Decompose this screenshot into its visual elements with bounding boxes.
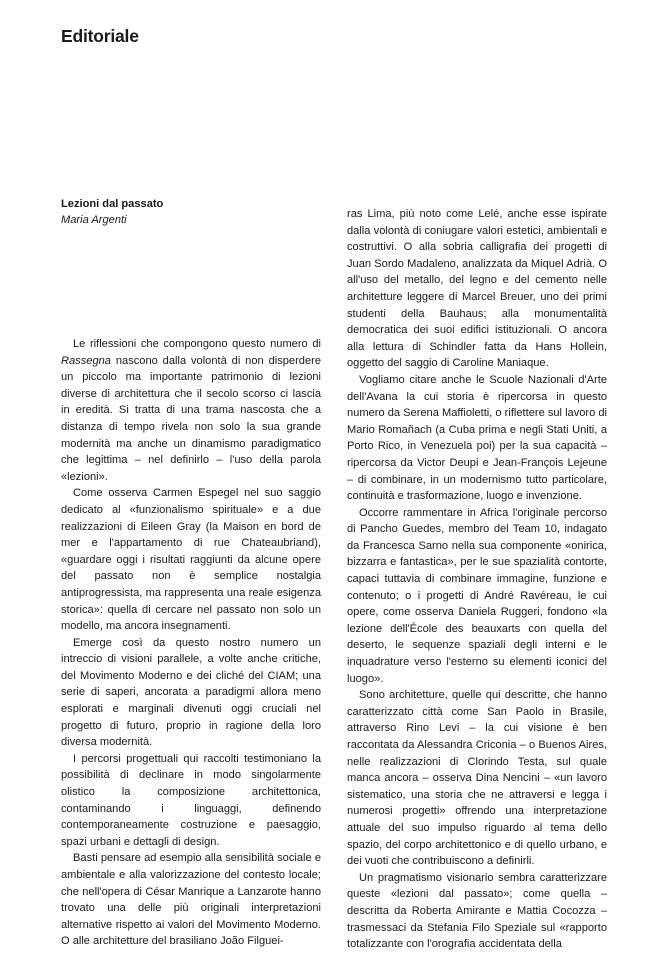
paragraph: Le riflessioni che compongono questo numero di Rassegna nascono dalla volontà di non disperdere un piccolo ma importante patrimonio di lezioni diverse di architettura che il secolo scorso ci lascia in eredità. Si tratta di una trama nascosta che a distanza di tempo rivela non solo la sua grande modernità ma anche un dinamismo paradigmatico che legittima – nel definirlo – l'uso della parola «lezioni». [61, 338, 321, 483]
paragraph: Vogliamo citare anche le Scuole Nazionali d'Arte dell'Avana la cui storia è ripercorsa in questo numero da Serena Maffioletti, o riflettere sul lavoro di Mario Romañach (a Cuba prima e negli Stati Uniti, a Porto Rico, in Venezuela poi) per la sua capacità – ripercorsa da Victor Deupi e Jean-François Lejeune – di combinare, in un modernismo tutto particolare, continuità e trasformazione, luogo e invenzione. [347, 373, 608, 503]
paragraph: Come osserva Carmen Espegel nel suo saggio dedicato al «funzionalismo spirituale» e a due realizzazioni di Eileen Gray (la Maison en bord de mer e l'appartamento di rue Chateaubriand), «guardare oggi i risultati raggiunti da alcune opere del passato non è semplice nostalgia antiprogressista, ma rappresenta una reale esigenza storica»: quella di cercare nel passato non solo un modello, ma ancora insegnamenti. [61, 487, 321, 633]
paragraph: Sono architetture, quelle qui descritte, che hanno caratterizzato città come San Paolo in Brasile, attraverso Rino Levi – la cui visione è ben raccontata da Alessandra Criconia – o Buenos Aires, nelle realizzazioni di Clorindo Testa, sul quale manca ancora – osserva Dina Nencini – «un lavoro sistematico, una storia che ne attraversi e legga i numerosi progetti» offrendo una interpretazione attuale del suo impulso riguardo al tema dello spazio, del corpo architettonico e di quello urbano, e dei vuoti che contribuiscono a definirli. [347, 689, 607, 868]
paragraph: Basti pensare ad esempio alla sensibilità sociale e ambientale e alla valorizzazione del contesto locale; che nell'opera di César Manrique a Lanzarote hanno trovato una delle più originali interpretazioni alternative rispetto ai valori del Movimento Moderno. O alle architetture del brasiliano João Filguei- [61, 852, 321, 948]
journal-name: Rassegna [61, 354, 111, 367]
paragraph: Un pragmatismo visionario sembra caratterizzare queste «lezioni dal passato»; come quella – descritta da Roberta Amirante e Mattia Cocozza – trasmessaci da Stefania Filo Speziale sul «rapporto totalizzante con l'orografia accidentata della [347, 871, 607, 951]
paragraph: I percorsi progettuali qui raccolti testimoniano la possibilità di declinare in modo singolarmente olistico la composizione architettonica, contaminando i linguaggi, definendo contemporaneamente costruzione e paesaggio, spazi urbani e dettagli di design. [61, 752, 321, 848]
paragraph: Occorre rammentare in Africa l'originale percorso di Pancho Guedes, membro del Team 10, indagato da Francesca Sarno nella sua componente «onirica, bizzarra e fantastica», per le sue spazialità contorte, capaci tuttavia di combinare immagine, funzione e contenuto; o i progetti di André Ravéreau, le cui opere, come osserva Daniela Ruggeri, fondono «la lezione dell'École des beauxarts con quella del deserto, le sequenze spaziali degli interni e le inquadrature verso l'esterno su elementi iconici del luogo». [347, 506, 607, 685]
paragraph: Emerge così da questo nostro numero un intreccio di visioni parallele, a volte anche critiche, del Movimento Moderno e dei cliché del CIAM; una serie di saperi, ancorata a paradigmi allora meno esplorati e marginali divenuti oggi cruciali nel progetto di futuro, proprio in ragione della loro diversa modernità. [61, 636, 321, 749]
paragraph: ras Lima, più noto come Lelé, anche esse ispirate dalla volontà di coniugare valori estetici, ambientali e costruttivi. O alla sobria calligrafia dei progetti di Juan Sordo Madaleno, analizzata da Miquel Adrià. O all'uso del metallo, del legno e del cemento nelle architetture leggere di Marcel Breuer, uno dei primi studenti della Bauhaus; alla monumentalità democratica dei suoi edifici istituzionali. O ancora alla lettura di Schindler fatta da Hans Hollein, oggetto del saggio di Caroline Maniaque. [347, 208, 607, 370]
right-column [347, 206, 607, 953]
article-author: Maria Argenti [61, 214, 127, 226]
section-title: Editoriale [61, 26, 139, 46]
article-title: Lezioni dal passato [61, 198, 164, 210]
left-column [61, 336, 321, 950]
